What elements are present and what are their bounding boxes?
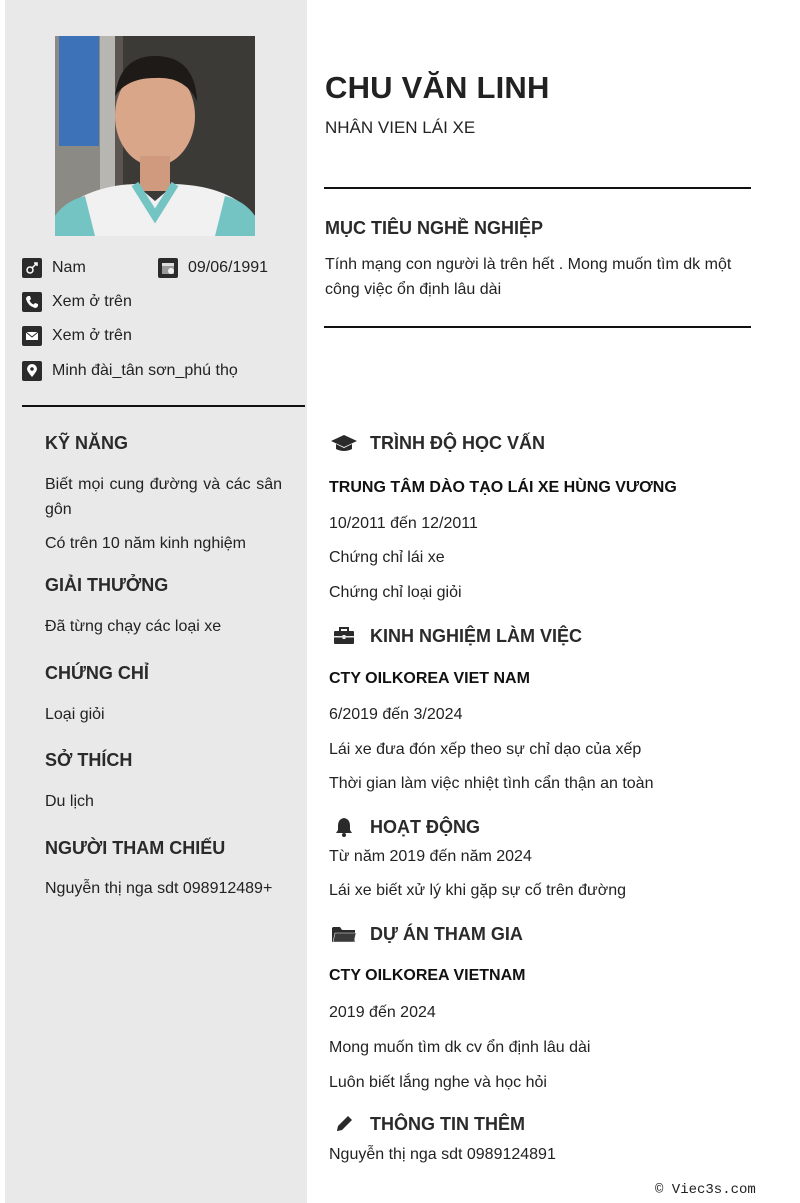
activities-heading — [330, 816, 480, 838]
references-item: Nguyễn thị nga sdt 098912489+ — [45, 880, 273, 897]
education-line: Chứng chỉ lái xe — [329, 549, 445, 566]
education-heading — [330, 432, 545, 454]
email-row — [22, 325, 132, 347]
additional-line: Nguyễn thị nga sdt 0989124891 — [329, 1146, 556, 1163]
candidate-role: NHÂN VIEN LÁI XE — [325, 118, 476, 137]
folder-icon — [330, 923, 358, 945]
certificates-item: Loại giỏi — [45, 706, 105, 723]
projects-line: Mong muốn tìm dk cv ổn định lâu dài — [329, 1039, 591, 1056]
references-title: NGƯỜI THAM CHIẾU — [45, 838, 226, 858]
skills-item: Biết mọi cung đường và các sân gôn — [45, 476, 282, 518]
address-value: Minh đài_tân sơn_phú thọ — [52, 362, 238, 379]
email-icon — [22, 326, 42, 346]
address-row — [22, 360, 238, 382]
experience-heading — [330, 625, 582, 647]
projects-period: 2019 đến 2024 — [329, 1004, 436, 1021]
phone-row — [22, 291, 132, 313]
experience-period: 6/2019 đến 3/2024 — [329, 706, 463, 723]
projects-line: Luôn biết lắng nghe và học hỏi — [329, 1074, 547, 1091]
hobbies-item: Du lịch — [45, 793, 94, 810]
gender-row — [22, 257, 86, 279]
candidate-name: CHU VĂN LINH — [325, 70, 550, 105]
sidebar-divider — [22, 405, 305, 407]
certificates-title: CHỨNG CHỈ — [45, 663, 149, 683]
projects-company: CTY OILKOREA VIETNAM — [329, 967, 526, 984]
gender-icon — [22, 258, 42, 278]
birthday-row — [158, 257, 268, 279]
projects-heading — [330, 923, 523, 945]
education-school: TRUNG TÂM DÀO TẠO LÁI XE HÙNG VƯƠNG — [329, 479, 677, 496]
objective-divider — [324, 326, 751, 328]
objective-title: MỤC TIÊU NGHỀ NGHIỆP — [325, 218, 544, 238]
hobbies-title: SỞ THÍCH — [45, 750, 133, 770]
pencil-icon — [330, 1113, 358, 1135]
activities-title: HOẠT ĐỘNG — [370, 816, 480, 837]
education-period: 10/2011 đến 12/2011 — [329, 515, 478, 532]
experience-line: Lái xe đưa đón xếp theo sự chỉ dạo của xếp — [329, 741, 642, 758]
copyright-footer: © Viec3s.com — [655, 1182, 756, 1198]
projects-title: DỰ ÁN THAM GIA — [370, 923, 523, 944]
awards-item: Đã từng chạy các loại xe — [45, 618, 222, 635]
email-value: Xem ở trên — [52, 327, 132, 344]
experience-line: Thời gian làm việc nhiệt tình cẩn thận an toàn — [329, 775, 654, 792]
briefcase-icon — [330, 625, 358, 647]
skills-item: Có trên 10 năm kinh nghiệm — [45, 535, 246, 552]
objective-text: Tính mạng con người là trên hết . Mong muốn tìm dk một công việc ổn định lâu dài — [325, 256, 732, 298]
profile-photo — [55, 36, 255, 236]
gender-value: Nam — [52, 259, 86, 276]
header-divider — [324, 187, 751, 189]
graduation-cap-icon — [330, 432, 358, 454]
activities-line: Từ năm 2019 đến năm 2024 — [329, 848, 532, 865]
calendar-icon — [158, 258, 178, 278]
additional-title: THÔNG TIN THÊM — [370, 1113, 525, 1134]
experience-company: CTY OILKOREA VIET NAM — [329, 670, 530, 687]
phone-icon — [22, 292, 42, 312]
awards-title: GIẢI THƯỞNG — [45, 575, 169, 595]
birthday-value: 09/06/1991 — [188, 259, 269, 276]
location-pin-icon — [22, 361, 42, 381]
activities-line: Lái xe biết xử lý khi gặp sự cố trên đường — [329, 882, 626, 899]
skills-title: KỸ NĂNG — [45, 433, 129, 453]
bell-icon — [330, 816, 358, 838]
education-title: TRÌNH ĐỘ HỌC VẤN — [370, 432, 545, 453]
additional-heading — [330, 1113, 525, 1135]
experience-title: KINH NGHIỆM LÀM VIỆC — [370, 625, 583, 646]
phone-value: Xem ở trên — [52, 293, 132, 310]
education-line: Chứng chỉ loại giỏi — [329, 584, 462, 601]
